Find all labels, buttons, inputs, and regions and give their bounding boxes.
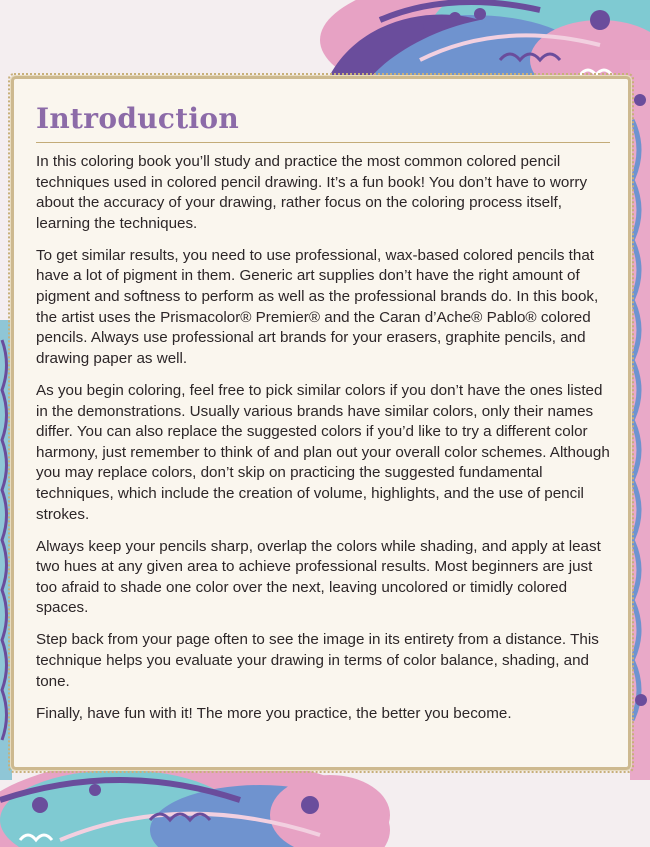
- body-text: [36, 152, 616, 736]
- paragraph-1: In this coloring book you’ll study and practice the most common colored pencil techniques used in colored pencil drawing. It’s a fun book! You don’t have to worry about the accuracy of your drawing, rather focus on the coloring process itself, learning the techniques.: [36, 153, 588, 232]
- paragraph-6: Finally, have fun with it! The more you practice, the better you become.: [36, 704, 512, 722]
- paragraph-3: As you begin coloring, feel free to pick similar colors if you don’t have the ones listed in the demonstrations. Usually various brands have similar colors, only their names differ. You can also replace the suggested colors if you’d like to try a different color harmony, just remember to think of and plan out your overall color schemes. Although you may replace colors, don’t skip on practicing the suggested fundamental techniques, which include the creation of volume, highlights, and the use of pencil strokes.: [36, 381, 610, 523]
- page-title: Introduction: [36, 102, 240, 135]
- paragraph-2: To get similar results, you need to use professional, wax-based colored pencils that have a lot of pigment in them. Generic art supplies don’t have the right amount of pigment and softness to perform as well as the professional brands do. In this book, the artist uses the Prismacolor® Premier® and the Caran d’Ache® Pablo® colored pencils. Always use professional art brands for your erasers, graphite pencils, and drawing paper as well.: [36, 246, 599, 367]
- paragraph-4: Always keep your pencils sharp, overlap the colors while shading, and apply at least two hues at any given area to achieve professional results. Most beginners are just too afraid to shade one color over the next, leaving uncolored or timidly colored spaces.: [36, 537, 601, 617]
- title-divider: [36, 142, 610, 143]
- paragraph-5: Step back from your page often to see the image in its entirety from a distance. This technique helps you evaluate your drawing in terms of color balance, shading, and tone.: [36, 631, 599, 690]
